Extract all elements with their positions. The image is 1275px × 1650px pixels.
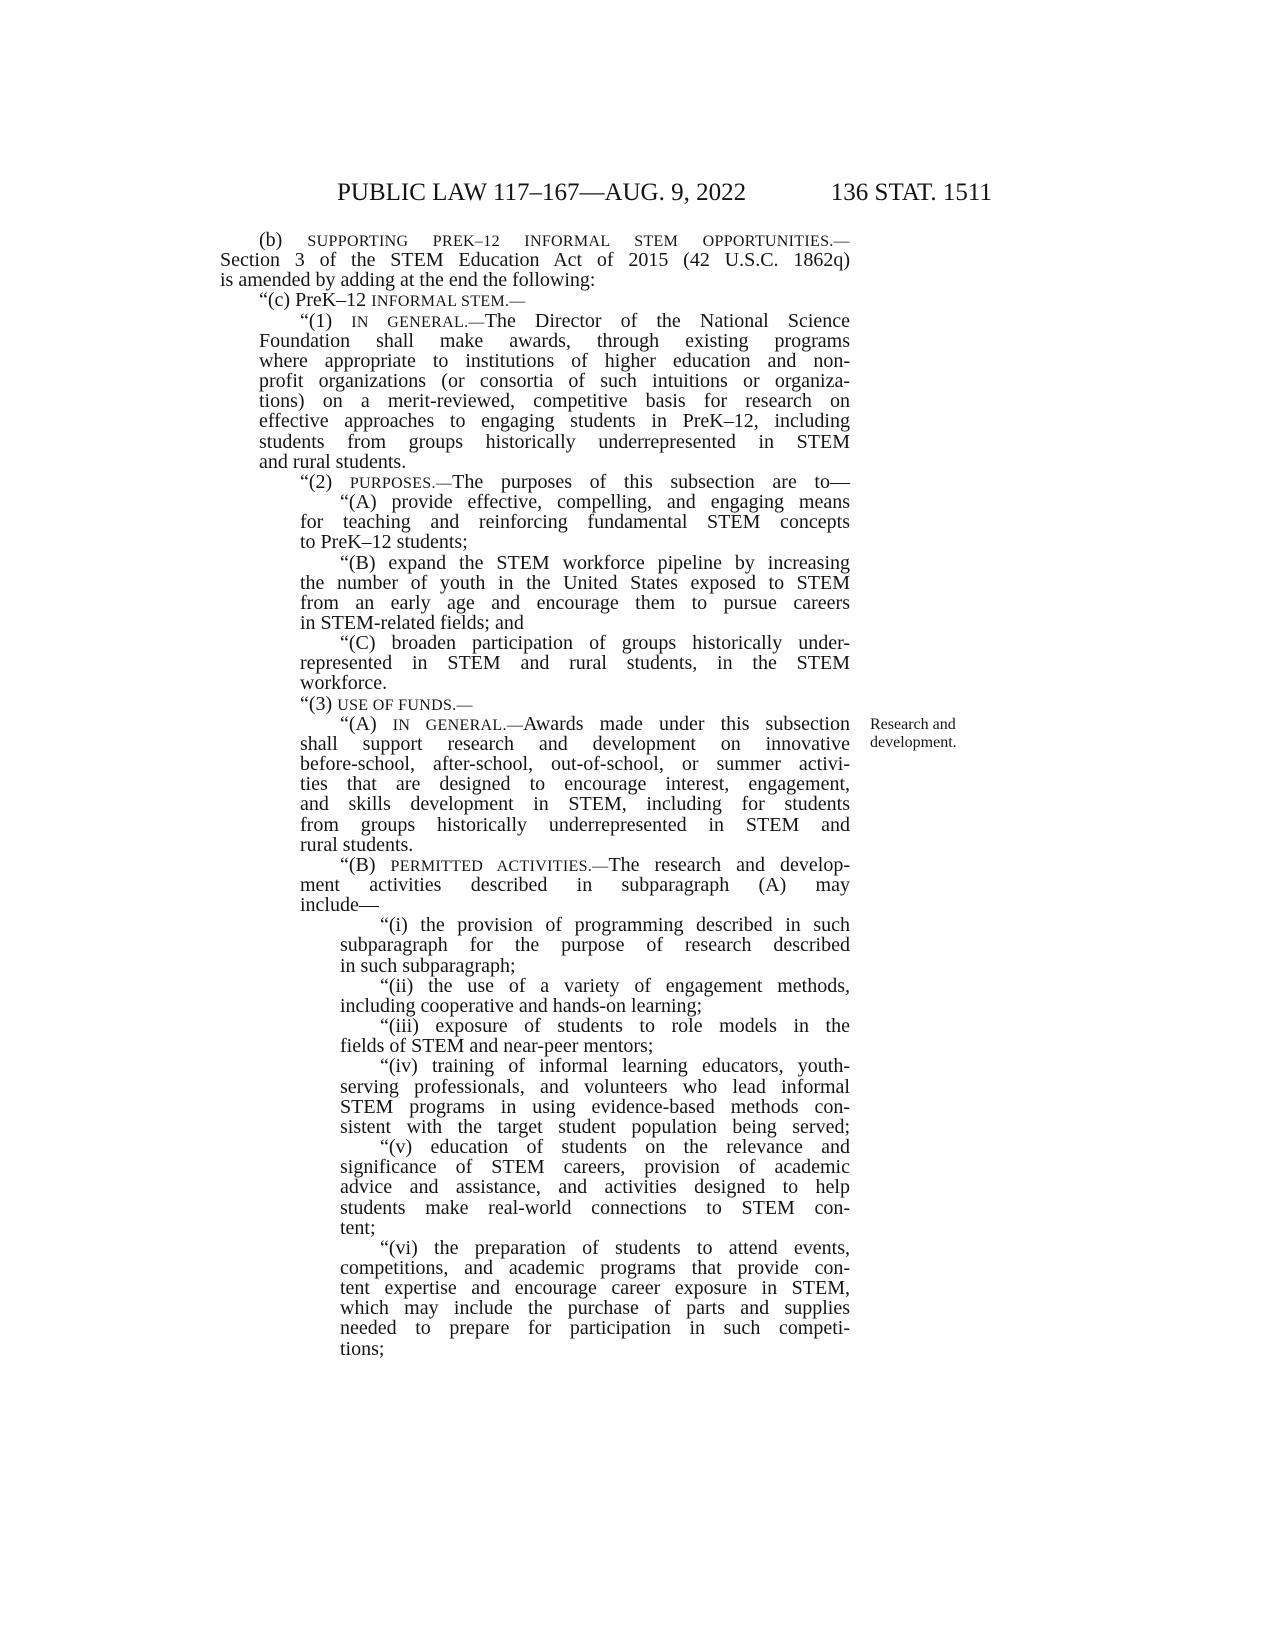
text-line: Foundation shall make awards, through existing programs — [259, 329, 850, 352]
text-line — [220, 714, 850, 734]
text-segment: The purposes of this subsection are to— — [452, 470, 850, 493]
text-line: ties that are designed to encourage interest, engagement, — [300, 773, 850, 796]
text-line: before-school, after-school, out-of-school, or summer activi- — [300, 753, 850, 776]
text-line: “(A) provide effective, compelling, and engaging means — [340, 491, 850, 514]
text-line: “(B) expand the STEM workforce pipeline by increasing — [340, 551, 850, 574]
text-line: Section 3 of the STEM Education Act of 2015 (42 U.S.C. 1862q) — [220, 249, 850, 272]
text-line: include— — [300, 894, 379, 917]
text-segment: The research and develop- — [608, 853, 850, 876]
margin-note — [870, 716, 957, 752]
text-line: tent; — [340, 1216, 376, 1239]
paragraph-designation: “(3) — [300, 692, 338, 715]
text-line: “(iv) training of informal learning educators, youth- — [380, 1055, 850, 1078]
text-line: from an early age and encourage them to pursue careers — [300, 591, 850, 614]
margin-note-line: Research and — [870, 716, 956, 733]
text-line: “(C) broaden participation of groups historically under- — [340, 632, 850, 655]
margin-note-line: development. — [870, 734, 957, 751]
text-line: significance of STEM careers, provision of academic — [340, 1156, 850, 1179]
text-line: competitions, and academic programs that provide con- — [340, 1256, 850, 1279]
paragraph-designation: “(2) — [300, 470, 350, 493]
text-line: tions; — [340, 1337, 385, 1360]
text-line — [220, 230, 850, 250]
text-line: needed to prepare for participation in such competi- — [340, 1317, 850, 1340]
text-line: represented in STEM and rural students, in the STEM — [300, 652, 850, 675]
text-line: where appropriate to institutions of higher education and non- — [259, 349, 850, 372]
text-line — [220, 694, 850, 714]
paragraph-designation: “(1) — [300, 309, 352, 332]
text-line: in such subparagraph; — [340, 954, 516, 977]
paragraph-heading: PURPOSES.— — [349, 474, 453, 492]
text-line: students from groups historically underrepresented in STEM — [259, 430, 850, 453]
text-line: “(ii) the use of a variety of engagement methods, — [380, 974, 850, 997]
paragraph-heading: INFORMAL STEM.— — [371, 293, 526, 311]
text-line: STEM programs in using evidence-based methods con- — [340, 1095, 850, 1118]
text-line: for teaching and reinforcing fundamental STEM concepts — [300, 511, 850, 534]
text-line: profit organizations (or consortia of such intuitions or organiza- — [259, 370, 850, 393]
paragraph-heading: IN GENERAL.— — [392, 716, 524, 734]
paragraph-heading: IN GENERAL.— — [351, 313, 485, 331]
page-stat-number: 136 STAT. 1511 — [830, 179, 992, 206]
statute-text — [220, 230, 850, 1359]
text-line: to PreK–12 students; — [300, 531, 468, 554]
paragraph-heading: USE OF FUNDS.— — [337, 696, 473, 714]
running-head: PUBLIC LAW 117–167—AUG. 9, 2022 — [337, 179, 747, 206]
paragraph-designation: “(B) — [340, 853, 391, 876]
text-line: is amended by adding at the end the following: — [220, 269, 596, 292]
text-line: tions) on a merit-reviewed, competitive basis for research on — [259, 390, 850, 413]
text-line: in STEM-related fields; and — [300, 611, 524, 634]
text-line: fields of STEM and near-peer mentors; — [340, 1035, 654, 1058]
text-line: “(iii) exposure of students to role models in the — [380, 1015, 850, 1038]
text-line: serving professionals, and volunteers who lead informal — [340, 1075, 850, 1098]
text-line: the number of youth in the United States exposed to STEM — [300, 571, 850, 594]
paragraph-designation: “(A) — [340, 712, 393, 735]
text-line: students make real-world connections to STEM con- — [340, 1196, 850, 1219]
text-line: rural students. — [300, 833, 414, 856]
text-line — [220, 311, 850, 331]
text-line: “(i) the provision of programming described in such — [380, 914, 850, 937]
text-line: and skills development in STEM, including for students — [300, 793, 850, 816]
text-line: workforce. — [300, 672, 388, 695]
text-line: from groups historically underrepresented in STEM and — [300, 813, 850, 836]
text-line: including cooperative and hands-on learning; — [340, 994, 703, 1017]
text-line: ment activities described in subparagraph (A) may — [300, 874, 850, 896]
text-line: tent expertise and encourage career exposure in STEM, — [340, 1277, 850, 1300]
paragraph-heading: SUPPORTING PREK–12 INFORMAL STEM OPPORTUNITIES.— — [307, 233, 850, 250]
text-line: “(vi) the preparation of students to attend events, — [380, 1236, 850, 1259]
text-line: “(v) education of students on the relevance and — [380, 1136, 850, 1159]
text-segment: The Director of the National Science — [484, 309, 851, 332]
text-line — [220, 855, 850, 875]
text-line: effective approaches to engaging students in PreK–12, including — [259, 410, 850, 433]
text-line — [220, 472, 850, 492]
text-line: shall support research and development on innovative — [300, 732, 850, 755]
text-line: advice and assistance, and activities designed to help — [340, 1176, 850, 1199]
text-line: subparagraph for the purpose of research described — [340, 934, 850, 957]
paragraph-designation: (b) — [259, 229, 308, 251]
text-segment: Awards made under this subsection — [523, 712, 850, 735]
text-line — [220, 290, 850, 310]
text-line: sistent with the target student population being served; — [340, 1115, 850, 1138]
paragraph-heading: PERMITTED ACTIVITIES.— — [390, 857, 609, 875]
text-line: which may include the purchase of parts and supplies — [340, 1297, 850, 1320]
paragraph-designation: “(c) PreK–12 — [259, 289, 372, 312]
text-line: and rural students. — [259, 450, 407, 473]
